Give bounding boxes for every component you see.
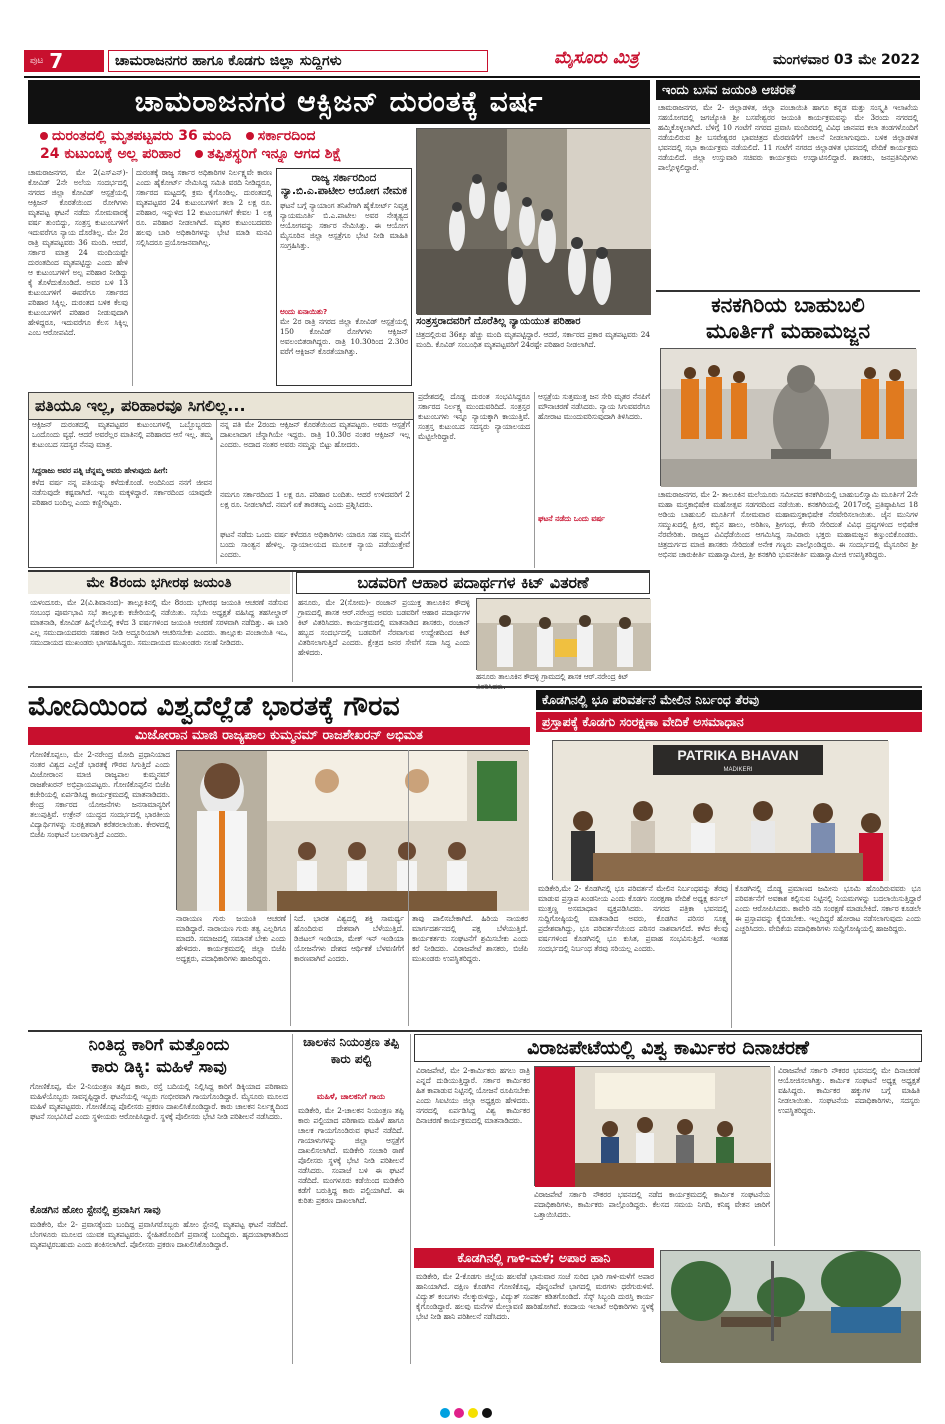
lead-deck-1a: ದುರಂತದಲ್ಲಿ ಮೃತಪಟ್ಟವರು 36 ಮಂದಿ <box>52 128 232 144</box>
kodagu-land-headline-2: ಪ್ರಸ್ತಾಪಕ್ಕೆ ಕೊಡಗು ಸಂರಕ್ಷಣಾ ವೇದಿಕೆ ಅಸಮಾಧಾನ <box>536 712 922 732</box>
print-color-marks <box>440 1408 520 1418</box>
driver-headline: ಚಾಲಕನ ನಿಯಂತ್ರಣ ತಪ್ಪಿ ಕಾರು ಪಲ್ಟಿ <box>303 1035 399 1066</box>
masthead-rule <box>24 76 920 78</box>
bahubali-body: ಚಾಮರಾಜನಗರ, ಮೇ 2- ತಾಲೂಕಿನ ಮಲೆಯೂರು ಸಮೀಪದ ಕನಕಗಿರಿಯಲ್ಲಿ ಬಾಹುಬಲಿಸ್ವಾಮಿ ಮೂರ್ತಿಗೆ 2ನೇ ಮಹಾ ಮಸ್ತಕಾಭಿಷೇಕ ಮಹೋತ್ಸವ ಸಡಗರದಿಂದ ನಡೆಯಿತು. ಕನಕಗಿರಿಯಲ್ಲಿ 2017ರಲ್ಲಿ ಪ್ರತಿಷ್ಠಾಪಿಸಿದ 18 ಅಡಿಯ ಬಾಹುಬಲಿ ಮೂರ್ತಿಗೆ ಸೋಮವಾರ ಮಹಾಮಸ್ತಕಾಭಿಷೇಕ ನೆರವೇರಿಸಲಾಯಿತು. ಜೈನ ಮುನಿಗಳ ಸಮ್ಮುಖದಲ್ಲಿ ಕ್ಷೀರ, ಕಬ್ಬಿನ ಹಾಲು, ಅರಿಶಿಣ, ಶ್ರೀಗಂಧ, ಕೇಸರಿ ಸೇರಿದಂತೆ ವಿವಿಧ ದ್ರವ್ಯಗಳಿಂದ ಅಭಿಷೇಕ ನೆರವೇರಿತು. ರಾಜ್ಯದ ವಿವಿಧೆಡೆಯಿಂದ ಆಗಮಿಸಿದ್ದ ಸಾವಿರಾರು ಭಕ್ತರು ಮಹಾಮಜ್ಜನ ಕಣ್ತುಂಬಿಕೊಂಡರು. ಚಿತ್ರದುರ್ಗದ ಮಾಜಿ ಶಾಸಕರು ಸೇರಿದಂತೆ ಅನೇಕ ಗಣ್ಯರು ಪಾಲ್ಗೊಂಡಿದ್ದರು. ಈ ಸಂದರ್ಭದಲ್ಲಿ ಮೈಸೂರಿನ ಶ್ರೀ ಅಭಿನವ ಚಾರುಕೀರ್ತಿ ಮಹಾಸ್ವಾಮೀಜಿ, ಶ್ರೀ ಕನಕಗಿರಿ ಭುವನಕೀರ್ತಿ ಮಹಾಸ್ವಾಮೀಜಿ ಉಪಸ್ಥಿತರಿದ್ದರು. <box>658 490 918 559</box>
lead-photo-caption-title: ಸಂತ್ರಸ್ತರಾದವರಿಗೆ ದೊರೆತಿಲ್ಲ ನ್ಯಾಯಯುತ ಪರಿಹಾರ <box>416 316 581 327</box>
bahubali-headline-2: ಮೂರ್ತಿಗೆ ಮಹಾಮಜ್ಜನ <box>705 319 870 343</box>
modi-subhead: ಮಿಜೋರಾನ ಮಾಜಿ ರಾಜ್ಯಪಾಲ ಕುಮ್ಮನಮ್ ರಾಜಶೇಖರನ್ ಅಭಿಮತ <box>28 727 530 745</box>
lead-deck-1b: ಸರ್ಕಾರದಿಂದ <box>257 128 316 144</box>
column-rule <box>410 1034 411 1364</box>
workers-day-body: ವಿರಾಜಪೇಟೆ, ಮೇ 2-ಕಾರ್ಮಿಕರು ಹಗಲು ರಾತ್ರಿ ಎನ್ನದೆ ದುಡಿಯುತ್ತಿದ್ದಾರೆ. ಸರ್ಕಾರ ಕಾರ್ಮಿಕರ ಹಿತ ಕಾಪಾಡುವ ನಿಟ್ಟಿನಲ್ಲಿ ಯೋಜನೆ ರೂಪಿಸಬೇಕು ಎಂದು ಸಿಐಟಿಯು ಜಿಲ್ಲಾ ಅಧ್ಯಕ್ಷರು ಹೇಳಿದರು. ನಗರದಲ್ಲಿ ಏರ್ಪಡಿಸಿದ್ದ ವಿಶ್ವ ಕಾರ್ಮಿಕರ ದಿನಾಚರಣೆ ಕಾರ್ಯಕ್ರಮದಲ್ಲಿ ಮಾತನಾಡಿದರು. <box>416 1066 530 1125</box>
car-dikki-headline <box>28 1034 290 1078</box>
page-number-box <box>24 50 104 72</box>
inquiry-body-2: ಮೇ 2ರ ರಾತ್ರಿ ನಗರದ ಜಿಲ್ಲಾ ಕೋವಿಡ್ ಆಸ್ಪತ್ರೆಯಲ್ಲಿ 150 ಕೋವಿಡ್ ರೋಗಿಗಳು ಆಕ್ಸಿಜನ್ ಅವಲಂಬಿತರಾಗಿದ್ದರು. ರಾತ್ರಿ 10.30ರಿಂದ 2.30ರ ವರೆಗೆ ಆಕ್ಸಿಜನ್ ಕೊರತೆಯಾಗಿತ್ತು. <box>280 317 408 356</box>
homestay-headline: ಕೊಡಗಿನ ಹೋಂ ಸ್ಟೇನಲ್ಲಿ ಪ್ರವಾಸಿಗ ಸಾವು <box>30 1205 161 1216</box>
car-dikki-body: ಗೋಣಿಕೊಪ್ಪ, ಮೇ 2-ನಿಯಂತ್ರಣ ತಪ್ಪಿದ ಕಾರು, ರಸ್ತೆ ಬದಿಯಲ್ಲಿ ನಿಲ್ಲಿಸಿದ್ದ ಕಾರಿಗೆ ಡಿಕ್ಕಿಯಾದ ಪರಿಣಾಮ ಮಹಿಳೆಯೊಬ್ಬರು ಸಾವನ್ನಪ್ಪಿದ್ದಾರೆ. ಘಟನೆಯಲ್ಲಿ ಇಬ್ಬರು ಗಂಭೀರವಾಗಿ ಗಾಯಗೊಂಡಿದ್ದಾರೆ. ಮೈಸೂರು ಮೂಲದ ಮಹಿಳೆ ಮೃತಪಟ್ಟವರು. ಗೋಣಿಕೊಪ್ಪ ಪೊಲೀಸರು ಪ್ರಕರಣ ದಾಖಲಿಸಿಕೊಂಡಿದ್ದಾರೆ. ಕಾರು ಚಾಲಕನ ನಿರ್ಲಕ್ಷ್ಯದಿಂದ ಘಟನೆ ಸಂಭವಿಸಿದೆ ಎಂದು ಸ್ಥಳೀಯರು ಆರೋಪಿಸಿದ್ದಾರೆ. ಸ್ಥಳಕ್ಕೆ ಪೊಲೀಸರು ಭೇಟಿ ನೀಡಿ ಪರಿಶೀಲನೆ ನಡೆಸಿದರು. <box>30 1082 288 1121</box>
lead-red-label: ಘಟನೆ ನಡೆದು ಒಂದು ವರ್ಷ <box>538 514 605 523</box>
no-husband-body-4: ನಮಗೂ ಸರ್ಕಾರದಿಂದ 1 ಲಕ್ಷ ರೂ. ಪರಿಹಾರ ಬಂದಿತು. ಆದರೆ ಉಳಿದವರಿಗೆ 2 ಲಕ್ಷ ರೂ. ನೀಡಲಾಗಿದೆ. ನಮಗೆ ಏಕೆ ತಾರತಮ್ಯ ಎಂದು ಪ್ರಶ್ನಿಸಿದರು. <box>220 490 410 509</box>
kodagu-land-banner-text: PATRIKA BHAVAN <box>677 747 799 763</box>
page-label: ಪುಟ <box>30 56 44 66</box>
workers-day-body-3: ವಿರಾಜಪೇಟೆ ಸರ್ಕಾರಿ ನೌಕರರ ಭವನದಲ್ಲಿ ಮೇ ದಿನಾಚರಣೆ ಆಯೋಜಿಸಲಾಗಿತ್ತು. ಕಾರ್ಮಿಕ ಸಂಘಟನೆ ಅಧ್ಯಕ್ಷ ಅಧ್ಯಕ್ಷತೆ ವಹಿಸಿದ್ದರು. ಕಾರ್ಮಿಕರ ಹಕ್ಕುಗಳ ಬಗ್ಗೆ ಮಾಹಿತಿ ನೀಡಲಾಯಿತು. ಸಂಘಟನೆಯ ಪದಾಧಿಕಾರಿಗಳು, ಸದಸ್ಯರು ಉಪಸ್ಥಿತರಿದ್ದರು. <box>778 1066 920 1115</box>
column-rule <box>292 1034 293 1364</box>
page-number: 7 <box>49 49 64 73</box>
section-rule <box>28 1030 922 1032</box>
column-rule <box>292 572 293 682</box>
modi-headline: ಮೋದಿಯಿಂದ ವಿಶ್ವದೆಲ್ಲೆಡೆ ಭಾರತಕ್ಕೆ ಗೌರವ <box>28 691 400 722</box>
no-husband-bold-lead: ಸಿದ್ದರಾಜು ಅವರ ಪತ್ನಿ ಚೆನ್ನಮ್ಮ ಅವರು ಹೇಳುವುದು ಹೀಗೆ: <box>32 466 168 475</box>
food-kit-headline: ಬಡವರಿಗೆ ಆಹಾರ ಪದಾರ್ಥಗಳ ಕಿಟ್ ವಿತರಣೆ <box>296 572 650 594</box>
bhagiratha-headline: ಮೇ 8ರಂದು ಭಗೀರಥ ಜಯಂತಿ <box>28 572 290 594</box>
kodagu-land-photo <box>552 740 888 880</box>
bahubali-headline-1: ಕನಕಗಿರಿಯ ಬಾಹುಬಲಿ <box>711 293 865 317</box>
lead-continued-1: ಪ್ರದೇಶದಲ್ಲಿ ದೊಡ್ಡ ದುರಂತ ಸಂಭವಿಸಿದ್ದರೂ ಸರ್ಕಾರದ ನಿರ್ಲಕ್ಷ್ಯ ಮುಂದುವರಿದಿದೆ. ಸಂತ್ರಸ್ತರ ಕುಟುಂಬಗಳು ಇನ್ನೂ ನ್ಯಾಯಕ್ಕಾಗಿ ಕಾಯುತ್ತಿವೆ. ಸಂತ್ರಸ್ತ ಕುಟುಂಬದ ಸದಸ್ಯರು ನ್ಯಾಯಾಲಯದ ಮೆಟ್ಟಿಲೇರಿದ್ದಾರೆ. <box>418 392 530 441</box>
rain-body: ಮಡಿಕೇರಿ, ಮೇ 2-ಕೊಡಗು ಜಿಲ್ಲೆಯ ಹಲವೆಡೆ ಭಾನುವಾರ ಸಂಜೆ ಸುರಿದ ಭಾರಿ ಗಾಳಿ-ಮಳೆಗೆ ಅಪಾರ ಹಾನಿಯಾಗಿದೆ. ದಕ್ಷಿಣ ಕೊಡಗಿನ ಗೋಣಿಕೊಪ್ಪ, ಪೊನ್ನಂಪೇಟೆ ಭಾಗದಲ್ಲಿ ಮರಗಳು ಧರೆಗುರುಳಿವೆ. ವಿದ್ಯುತ್ ಕಂಬಗಳು ನೆಲಕ್ಕುರುಳಿದ್ದು, ವಿದ್ಯುತ್ ಸಂಪರ್ಕ ಕಡಿತಗೊಂಡಿದೆ. ಸೆಸ್ಕ್ ಸಿಬ್ಬಂದಿ ದುರಸ್ತಿ ಕಾರ್ಯ ಕೈಗೊಂಡಿದ್ದಾರೆ. ಹಲವು ಮನೆಗಳ ಮೇಲ್ಛಾವಣಿ ಹಾರಿಹೋಗಿವೆ. ಕಂದಾಯ ಇಲಾಖೆ ಅಧಿಕಾರಿಗಳು ಸ್ಥಳಕ್ಕೆ ಭೇಟಿ ನೀಡಿ ಹಾನಿ ಪರಿಶೀಲನೆ ನಡೆಸಿದರು. <box>416 1272 654 1321</box>
paper-name: ಮೈಸೂರು ಮಿತ್ರ <box>554 48 639 68</box>
column-rule <box>216 420 217 564</box>
modi-body-2: ನಾರಾಯಣ ಗುರು ಜಯಂತಿ ಆಚರಣೆ ಮಾಡಿದ್ದಾರೆ. ನಾರಾಯಣ ಗುರು ತತ್ವ ಎಲ್ಲರಿಗೂ ಮಾದರಿ. ಸಮಾಜದಲ್ಲಿ ಸಮಾನತೆ ಬೇಕು ಎಂದು ಹೇಳಿದರು. ಕಾರ್ಯಕ್ರಮದಲ್ಲಿ ಜಿಲ್ಲಾ ಬಿಜೆಪಿ ಅಧ್ಯಕ್ಷರು, ಪದಾಧಿಕಾರಿಗಳು ಹಾಜರಿದ್ದರು. <box>176 914 286 963</box>
lead-continued-2: ಆಸ್ಪತ್ರೆಯ ಸುತ್ತಮುತ್ತ ಜನ ಸೇರಿ ಮೃತರ ನೆನಪಿಗೆ ಮೌನಾಚರಣೆ ನಡೆಸಿದರು. ನ್ಯಾಯ ಸಿಗುವವರೆಗೂ ಹೋರಾಟ ಮುಂದುವರಿಸುವುದಾಗಿ ತಿಳಿಸಿದರು. <box>538 392 650 421</box>
driver-red-label: ಮಹಿಳೆ, ಚಾಲಕನಿಗೆ ಗಾಯ <box>316 1092 386 1101</box>
kodagu-land-headline-1: ಕೊಡಗಿನಲ್ಲಿ ಭೂ ಪರಿವರ್ತನೆ ಮೇಲಿನ ನಿರ್ಬಂಧ ತೆರವು <box>536 690 922 710</box>
column-rule <box>132 168 133 386</box>
inquiry-body: ಘಟನೆ ಬಗ್ಗೆ ನ್ಯಾಯಾಂಗ ತನಿಖೆಗಾಗಿ ಹೈಕೋರ್ಟ್ ನಿವೃತ್ತ ನ್ಯಾಯಮೂರ್ತಿ ಬಿ.ಎ.ಪಾಟೀಲ ಅವರ ನೇತೃತ್ವದ ಆಯೋಗವನ್ನು ಸರ್ಕಾರ ನೇಮಿಸಿತ್ತು. ಈ ಆಯೋಗ ಮೈಸೂರಿನ ಜಿಲ್ಲಾ ಆಸ್ಪತ್ರೆಗೂ ಭೇಟಿ ನೀಡಿ ಮಾಹಿತಿ ಸಂಗ್ರಹಿಸಿತ್ತು. <box>280 201 408 250</box>
masthead <box>24 48 920 74</box>
homestay-body: ಮಡಿಕೇರಿ, ಮೇ 2- ಪ್ರವಾಸಕ್ಕೆಂದು ಬಂದಿದ್ದ ಪ್ರವಾಸಿಗರೊಬ್ಬರು ಹೋಂ ಸ್ಟೇನಲ್ಲಿ ಮೃತಪಟ್ಟ ಘಟನೆ ನಡೆದಿದೆ. ಬೆಂಗಳೂರು ಮೂಲದ ಯುವಕ ಮೃತಪಟ್ಟವರು. ಸ್ನೇಹಿತರೊಂದಿಗೆ ಪ್ರವಾಸಕ್ಕೆ ಬಂದಿದ್ದರು. ಹೃದಯಾಘಾತದಿಂದ ಮೃತಪಟ್ಟಿರಬಹುದು ಎಂದು ಶಂಕಿಸಲಾಗಿದೆ. ಪೊಲೀಸರು ಪ್ರಕರಣ ದಾಖಲಿಸಿಕೊಂಡಿದ್ದಾರೆ. <box>30 1220 288 1249</box>
modi-photo <box>176 750 528 910</box>
bahubali-headline <box>656 292 920 344</box>
no-husband-body-3: ನನ್ನ ಪತಿ ಮೇ 2ರಂದು ಆಕ್ಸಿಜನ್ ಕೊರತೆಯಿಂದ ಮೃತಪಟ್ಟರು. ಅವರು ಆಸ್ಪತ್ರೆಗೆ ದಾಖಲಾದಾಗ ಚೆನ್ನಾಗಿಯೇ ಇದ್ದರು. ರಾತ್ರಿ 10.30ರ ನಂತರ ಆಕ್ಸಿಜನ್ ಇಲ್ಲ ಎಂದರು. ಅದಾದ ನಂತರ ಅವರು ನಮ್ಮನ್ನು ಬಿಟ್ಟು ಹೋದರು. <box>220 420 410 449</box>
lead-body-col-1: ಚಾಮರಾಜನಗರ, ಮೇ 2(ಎಸ್‌ಎನ್)- ಕೋವಿಡ್ 2ನೇ ಅಲೆಯ ಸಂದರ್ಭದಲ್ಲಿ ನಗರದ ಜಿಲ್ಲಾ ಕೋವಿಡ್ ಆಸ್ಪತ್ರೆಯಲ್ಲಿ ಆಕ್ಸಿಜನ್ ಕೊರತೆಯಿಂದ ರೋಗಿಗಳು ಮೃತಪಟ್ಟ ಘಟನೆ ನಡೆದು ಸೋಮವಾರಕ್ಕೆ ವರ್ಷ ತುಂಬಿದ್ದು, ಸಂತ್ರಸ್ತ ಕುಟುಂಬಗಳಿಗೆ ಇದುವರೆಗೂ ನ್ಯಾಯ ದೊರೆತಿಲ್ಲ. ಮೇ 2ರ ರಾತ್ರಿ ಮೃತಪಟ್ಟವರು 36 ಮಂದಿ. ಆದರೆ, ಸರ್ಕಾರ ಮಾತ್ರ 24 ಮಂದಿಯಷ್ಟೇ ದುರಂತದಿಂದ ಮೃತಪಟ್ಟಿದ್ದು ಎಂದು ಹೇಳಿ ಆ ಕುಟುಂಬಗಳಿಗೆ ಅಲ್ಪ ಪರಿಹಾರ ನೀಡಿದ್ದು ಕೈ ತೊಳೆದುಕೊಂಡಿದೆ. ಅವರ ಬಳಿ 13 ಕುಟುಂಬಗಳಿಗೆ ಈವರೆಗೂ ಸರ್ಕಾರದ ಪರಿಹಾರ ಸಿಕ್ಕಿಲ್ಲ. ದುರಂತದ ಬಳಿಕ ಕೆಲವು ಕುಟುಂಬಗಳಿಗೆ ಪರಿಹಾರ ನೀಡುವುದಾಗಿ ಹೇಳಿದ್ದರೂ, ಇದುವರೆಗೂ ಕೆಲಸ ಸಿಕ್ಕಿಲ್ಲ ಎಂಬ ಆರೋಪವಿದೆ. <box>28 168 128 337</box>
workers-day-photo <box>534 1066 770 1186</box>
modi-body-4: ತಾವು ಪಾಲಿಸಬೇಕಾಗಿದೆ. ಹಿರಿಯ ನಾಯಕರ ಮಾರ್ಗದರ್ಶನದಲ್ಲಿ ಪಕ್ಷ ಬೆಳೆಯುತ್ತಿದೆ. ಕಾರ್ಯಕರ್ತರು ಸಂಘಟನೆಗೆ ಶ್ರಮಿಸಬೇಕು ಎಂದು ಕರೆ ನೀಡಿದರು. ವಿರಾಜಪೇಟೆ ಶಾಸಕರು, ಬಿಜೆಪಿ ಮುಖಂಡರು ಉಪಸ್ಥಿತರಿದ್ದರು. <box>412 914 528 963</box>
kodagu-land-body-2: ಕೊಡಗಿನಲ್ಲಿ ದೊಡ್ಡ ಪ್ರಮಾಣದ ಜಮೀನು ಭೂಮಿ ಹೊಂದಿರುವವರು ಭೂ ಪರಿವರ್ತನೆಗೆ ಅವಕಾಶ ಕಲ್ಪಿಸುವ ನಿಟ್ಟಿನಲ್ಲಿ ನಿಯಮಗಳನ್ನು ಬದಲಾಯಿಸುತ್ತಿದ್ದಾರೆ ಎಂದು ಆರೋಪಿಸಿದರು. ಕಾವೇರಿ ನದಿ ಸಂರಕ್ಷಣೆ ಮಾಡಬೇಕಿದೆ. ಸರ್ಕಾರ ಕೂಡಲೇ ಈ ಪ್ರಸ್ತಾಪವನ್ನು ಕೈಬಿಡಬೇಕು. ಇಲ್ಲದಿದ್ದರೆ ಹೋರಾಟ ನಡೆಸಲಾಗುವುದು ಎಂದು ಎಚ್ಚರಿಸಿದರು. ವೇದಿಕೆಯ ಪದಾಧಿಕಾರಿಗಳು ಸುದ್ದಿಗೋಷ್ಠಿಯಲ್ಲಿ ಹಾಜರಿದ್ದರು. <box>735 884 921 933</box>
workers-day-body-2: ವಿರಾಜಪೇಟೆ ಸರ್ಕಾರಿ ನೌಕರರ ಭವನದಲ್ಲಿ ನಡೆದ ಕಾರ್ಯಕ್ರಮದಲ್ಲಿ ಕಾರ್ಮಿಕ ಸಂಘಟನೆಯ ಪದಾಧಿಕಾರಿಗಳು, ಕಾರ್ಮಿಕರು ಪಾಲ್ಗೊಂಡಿದ್ದರು. ಕೆಲಸದ ಸಮಯ ನಿಗದಿ, ಕನಿಷ್ಠ ವೇತನ ಜಾರಿಗೆ ಒತ್ತಾಯಿಸಿದರು. <box>534 1190 770 1219</box>
rain-photo <box>660 1250 920 1362</box>
workers-day-headline: ವಿರಾಜಪೇಟೆಯಲ್ಲಿ ವಿಶ್ವ ಕಾರ್ಮಿಕರ ದಿನಾಚರಣೆ <box>414 1034 922 1062</box>
column-rule <box>408 750 409 1026</box>
lead-headline: ಚಾಮರಾಜನಗರ ಆಕ್ಸಿಜನ್ ದುರಂತಕ್ಕೆ ವರ್ಷ <box>28 80 650 124</box>
modi-body: ಗೋಣಿಕೊಪ್ಪಲು, ಮೇ 2-ನರೇಂದ್ರ ಮೋದಿ ಪ್ರಧಾನಿಯಾದ ನಂತರ ವಿಶ್ವದ ಎಲ್ಲೆಡೆ ಭಾರತಕ್ಕೆ ಗೌರವ ಸಿಗುತ್ತಿದೆ ಎಂದು ಮಿಜೋರಾಂನ ಮಾಜಿ ರಾಜ್ಯಪಾಲ ಕುಮ್ಮನಮ್ ರಾಜಶೇಖರನ್ ಅಭಿಪ್ರಾಯಪಟ್ಟರು. ಗೋಣಿಕೊಪ್ಪಲಿನ ಬಿಜೆಪಿ ಕಚೇರಿಯಲ್ಲಿ ಏರ್ಪಡಿಸಿದ್ದ ಕಾರ್ಯಕ್ರಮದಲ್ಲಿ ಮಾತನಾಡಿದರು. ಕೇಂದ್ರ ಸರ್ಕಾರದ ಯೋಜನೆಗಳು ಜನಸಾಮಾನ್ಯರಿಗೆ ತಲುಪುತ್ತಿವೆ. ಉಕ್ರೇನ್ ಯುದ್ಧದ ಸಂದರ್ಭದಲ್ಲಿ ಭಾರತೀಯ ವಿದ್ಯಾರ್ಥಿಗಳನ್ನು ಸುರಕ್ಷಿತವಾಗಿ ಕರೆತರಲಾಯಿತು. ಕೇರಳದಲ್ಲಿ ಬಿಜೆಪಿ ಸಂಘಟನೆ ಬಲವಾಗುತ್ತಿದೆ ಎಂದರು. <box>30 750 170 839</box>
column-rule <box>534 392 535 568</box>
basava-headline: ಇಂದು ಬಸವ ಜಯಂತಿ ಆಚರಣೆ <box>656 80 920 100</box>
food-kit-photo <box>476 598 650 670</box>
column-rule <box>731 884 732 1028</box>
lead-photo-caption-body: ಚಿತ್ರದಲ್ಲಿರುವ 36ಕ್ಕೂ ಹೆಚ್ಚು ಮಂದಿ ಮೃತಪಟ್ಟಿದ್ದಾರೆ. ಆದರೆ, ಸರ್ಕಾರದ ಪ್ರಕಾರ ಮೃತಪಟ್ಟವರು 24 ಮಂದಿ. ಕೊವಿಡ್ ಸಂಬಂಧಿತ ಮೃತಪಟ್ಟವರಿಗೆ 24ರಷ್ಟೇ ಪರಿಹಾರ ನೀಡಲಾಗಿದೆ. <box>416 330 650 349</box>
food-kit-body: ಹನೂರು, ಮೇ 2(ಸೋಮ)- ರಂಜಾನ್ ಪ್ರಯುಕ್ತ ತಾಲೂಕಿನ ಕೌದಳ್ಳಿ ಗ್ರಾಮದಲ್ಲಿ ಶಾಸಕ ಆರ್.ನರೇಂದ್ರ ಅವರು ಬಡವರಿಗೆ ಆಹಾರ ಪದಾರ್ಥಗಳ ಕಿಟ್ ವಿತರಿಸಿದರು. ಕಾರ್ಯಕ್ರಮದಲ್ಲಿ ಮಾತನಾಡಿದ ಶಾಸಕರು, ರಂಜಾನ್ ಹಬ್ಬದ ಸಂದರ್ಭದಲ್ಲಿ ಬಡವರಿಗೆ ನೆರವಾಗುವ ಉದ್ದೇಶದಿಂದ ಕಿಟ್ ವಿತರಿಸಲಾಗುತ್ತಿದೆ ಎಂದರು. ಕ್ಷೇತ್ರದ ಜನರ ಸೇವೆಗೆ ಸದಾ ಸಿದ್ಧ ಎಂದು ಹೇಳಿದರು. <box>298 598 470 657</box>
lead-deck-2a: 24 ಕುಟುಂಬಕ್ಕೆ ಅಲ್ಲ ಪರಿಹಾರ <box>40 146 181 162</box>
car-dikki-headline-2: ಕಾರು ಡಿಕ್ಕಿ: ಮಹಿಳೆ ಸಾವು <box>91 1057 227 1076</box>
section-title: ಚಾಮರಾಜನಗರ ಹಾಗೂ ಕೊಡಗು ಜಿಲ್ಲಾ ಸುದ್ದಿಗಳು <box>108 50 488 72</box>
inquiry-box <box>276 168 412 386</box>
no-husband-headline: ಪತಿಯೂ ಇಲ್ಲ, ಪರಿಹಾರವೂ ಸಿಗಲಿಲ್ಲ... <box>29 393 413 420</box>
bahubali-photo <box>660 348 916 486</box>
section-rule <box>28 686 922 688</box>
kodagu-land-banner-sub: MADIKERI <box>723 767 753 773</box>
lead-deck-2b: ತಪ್ಪಿತಸ್ಥರಿಗೆ ಇನ್ನೂ ಆಗದ ಶಿಕ್ಷೆ <box>207 146 342 162</box>
column-rule <box>774 1066 775 1246</box>
lead-photo-hospital <box>416 128 650 314</box>
bhagiratha-body: ಯಳಂದೂರು, ಮೇ 2(ವಿ.ಶಿವಾನಂದ)- ತಾಲ್ಲೂಕಿನಲ್ಲಿ ಮೇ 8ರಂದು ಭಗೀರಥ ಜಯಂತಿ ಆಚರಣೆ ನಡೆಸುವ ಸಂಬಂಧ ಪೂರ್ವಭಾವಿ ಸಭೆ ತಾಲ್ಲೂಕು ಕಚೇರಿಯಲ್ಲಿ ನಡೆಯಿತು. ಸಭೆಯ ಅಧ್ಯಕ್ಷತೆ ವಹಿಸಿದ್ದ ತಹಸೀಲ್ದಾರ್ ಮಾತನಾಡಿ, ಕೋವಿಡ್ ಹಿನ್ನೆಲೆಯಲ್ಲಿ ಕಳೆದ 3 ವರ್ಷಗಳಿಂದ ಜಯಂತಿ ಆಚರಣೆ ಸರಳವಾಗಿ ನಡೆದಿತ್ತು. ಈ ಬಾರಿ ಎಲ್ಲ ಸಮುದಾಯದವರು ಸಹಕಾರ ನೀಡಿ ಅದ್ದೂರಿಯಾಗಿ ಆಚರಿಸಬೇಕು ಎಂದರು. ತಾಲ್ಲೂಕು ಪಂಚಾಯಿತಿ ಇಒ, ಸಮುದಾಯದ ಮುಖಂಡರು ಭಾಗವಹಿಸಿದ್ದರು. ಸಮುದಾಯದ ಮುಖಂಡರು ಸಲಹೆ ನೀಡಿದರು. <box>30 598 288 647</box>
inquiry-title: ರಾಜ್ಯ ಸರ್ಕಾರದಿಂದ ನ್ಯಾ.ಬಿ.ಎ.ಪಾಟೀಲ ಆಯೋಗ ನೇಮಕ <box>281 172 407 197</box>
car-dikki-headline-1: ನಿಂತಿದ್ದ ಕಾರಿಗೆ ಮತ್ತೊಂದು <box>88 1035 230 1054</box>
lead-body-col-2: ದುರಂತಕ್ಕೆ ರಾಜ್ಯ ಸರ್ಕಾರ ಅಧಿಕಾರಿಗಳ ನಿರ್ಲಕ್ಷ್ಯವೇ ಕಾರಣ ಎಂದು ಹೈಕೋರ್ಟ್ ನೇಮಿಸಿದ್ದ ಸಮಿತಿ ವರದಿ ನೀಡಿದ್ದರೂ, ಸರ್ಕಾರದ ಮಟ್ಟದಲ್ಲಿ ಕ್ರಮ ಕೈಗೊಂಡಿಲ್ಲ. ದುರಂತದಲ್ಲಿ ಮೃತಪಟ್ಟವರ 24 ಕುಟುಂಬಗಳಿಗೆ ತಲಾ 2 ಲಕ್ಷ ರೂ. ಪರಿಹಾರ, ಇನ್ನುಳಿದ 12 ಕುಟುಂಬಗಳಿಗೆ ಕೇವಲ 1 ಲಕ್ಷ ರೂ. ಪರಿಹಾರ ನೀಡಲಾಗಿದೆ. ಮೃತರ ಕುಟುಂಬದವರು ಹಲವು ಬಾರಿ ಅಧಿಕಾರಿಗಳನ್ನು ಭೇಟಿ ಮಾಡಿ ಮನವಿ ಸಲ್ಲಿಸಿದರೂ ಪ್ರಯೋಜನವಾಗಿಲ್ಲ. <box>136 168 272 247</box>
rain-headline: ಕೊಡಗಿನಲ್ಲಿ ಗಾಳಿ-ಮಳೆ; ಅಪಾರ ಹಾನಿ <box>414 1248 654 1268</box>
modi-body-3: ನಿದೆ. ಭಾರತ ವಿಶ್ವದಲ್ಲಿ ಶಕ್ತಿ ಸಾಮರ್ಥ್ಯ ಹೊಂದಿರುವ ದೇಶವಾಗಿ ಬೆಳೆಯುತ್ತಿದೆ. ಡಿಜಿಟಲ್ ಇಂಡಿಯಾ, ಮೇಕ್ ಇನ್ ಇಂಡಿಯಾ ಯೋಜನೆಗಳು ದೇಶದ ಆರ್ಥಿಕತೆ ಬೆಳವಣಿಗೆಗೆ ಕಾರಣವಾಗಿವೆ ಎಂದರು. <box>294 914 404 963</box>
issue-date: ಮಂಗಳವಾರ 03 ಮೇ 2022 <box>772 52 920 68</box>
driver-body: ಮಡಿಕೇರಿ, ಮೇ 2-ಚಾಲಕನ ನಿಯಂತ್ರಣ ತಪ್ಪಿ ಕಾರು ಪಲ್ಟಿಯಾದ ಪರಿಣಾಮ ಮಹಿಳೆ ಹಾಗೂ ಚಾಲಕ ಗಾಯಗೊಂಡಿರುವ ಘಟನೆ ನಡೆದಿದೆ. ಗಾಯಾಳುಗಳನ್ನು ಜಿಲ್ಲಾ ಆಸ್ಪತ್ರೆಗೆ ದಾಖಲಿಸಲಾಗಿದೆ. ಮಡಿಕೇರಿ ಸಂಚಾರಿ ಠಾಣೆ ಪೊಲೀಸರು ಸ್ಥಳಕ್ಕೆ ಭೇಟಿ ನೀಡಿ ಪರಿಶೀಲನೆ ನಡೆಸಿದರು. ಸಂಪಾಜೆ ಬಳಿ ಈ ಘಟನೆ ನಡೆದಿದೆ. ಮಂಗಳೂರು ಕಡೆಯಿಂದ ಮಡಿಕೇರಿ ಕಡೆಗೆ ಬರುತ್ತಿದ್ದ ಕಾರು ಪಲ್ಟಿಯಾಗಿದೆ. ಈ ಕುರಿತು ಪ್ರಕರಣ ದಾಖಲಾಗಿದೆ. <box>298 1106 404 1205</box>
no-husband-intro: ಆಕ್ಸಿಜನ್ ದುರಂತದಲ್ಲಿ ಮೃತಪಟ್ಟವರ ಕುಟುಂಬಗಳಲ್ಲಿ ಒಬ್ಬೊಬ್ಬರದು ಒಂದೊಂದು ವ್ಯಥೆ. ಆದರೆ ಅವರೆಲ್ಲರ ಮಾತಿನಲ್ಲಿ ಪರಿಹಾರದ ಆಸೆ ಇಲ್ಲ. ತಮ್ಮ ಕುಟುಂಬದ ಸದಸ್ಯರ ನೆನಪು ಮಾತ್ರ. <box>32 420 212 449</box>
no-husband-body-5: ಘಟನೆ ನಡೆದು ಒಂದು ವರ್ಷ ಕಳೆದರೂ ಅಧಿಕಾರಿಗಳು ಯಾರೂ ಸಹ ನಮ್ಮ ಮನೆಗೆ ಬಂದು ಸಾಂತ್ವನ ಹೇಳಿಲ್ಲ. ನ್ಯಾಯಾಲಯದ ಮೂಲಕ ನ್ಯಾಯ ಪಡೆಯುತ್ತೇವೆ ಎಂದರು. <box>220 530 410 559</box>
kodagu-land-body: ಮಡಿಕೇರಿ,ಮೇ 2- ಕೊಡಗಿನಲ್ಲಿ ಭೂ ಪರಿವರ್ತನೆ ಮೇಲಿನ ನಿರ್ಬಂಧವನ್ನು ತೆರವು ಮಾಡುವ ಪ್ರಸ್ತಾಪ ಖಂಡನೀಯ ಎಂದು ಕೊಡಗು ಸಂರಕ್ಷಣಾ ವೇದಿಕೆ ಅಧ್ಯಕ್ಷ ಕರ್ನಲ್ ಮುತ್ತಣ್ಣ ಅಸಮಾಧಾನ ವ್ಯಕ್ತಪಡಿಸಿದರು. ನಗರದ ಪತ್ರಿಕಾ ಭವನದಲ್ಲಿ ಸುದ್ದಿಗೋಷ್ಠಿಯಲ್ಲಿ ಮಾತನಾಡಿದ ಅವರು, ಕೊಡಗಿನ ಪರಿಸರ ಸೂಕ್ಷ್ಮ ಪ್ರದೇಶವಾಗಿದ್ದು, ಭೂ ಪರಿವರ್ತನೆಯಿಂದ ಪರಿಸರ ನಾಶವಾಗಲಿದೆ. ಕಳೆದ ಕೆಲವು ವರ್ಷಗಳಿಂದ ಕೊಡಗಿನಲ್ಲಿ ಭೂ ಕುಸಿತ, ಪ್ರವಾಹ ಸಂಭವಿಸುತ್ತಿದೆ. ಇಂತಹ ಸಂದರ್ಭದಲ್ಲಿ ನಿರ್ಬಂಧ ತೆರವು ಸರಿಯಲ್ಲ ಎಂದರು. <box>538 884 728 953</box>
column-rule <box>290 914 291 1026</box>
basava-body: ಚಾಮರಾಜನಗರ, ಮೇ 2- ಜಿಲ್ಲಾಡಳಿತ, ಜಿಲ್ಲಾ ಪಂಚಾಯಿತಿ ಹಾಗೂ ಕನ್ನಡ ಮತ್ತು ಸಂಸ್ಕೃತಿ ಇಲಾಖೆಯ ಸಹಯೋಗದಲ್ಲಿ ಜಗಜ್ಯೋತಿ ಶ್ರೀ ಬಸವೇಶ್ವರರ ಜಯಂತಿ ಕಾರ್ಯಕ್ರಮವನ್ನು ಮೇ 3ರಂದು ನಗರದಲ್ಲಿ ಹಮ್ಮಿಕೊಳ್ಳಲಾಗಿದೆ. ಬೆಳಿಗ್ಗೆ 10 ಗಂಟೆಗೆ ನಗರದ ಪ್ರವಾಸಿ ಮಂದಿರದಲ್ಲಿ ವಿವಿಧ ಜಾನಪದ ಕಲಾ ತಂಡಗಳೊಂದಿಗೆ ನಡೆಯಲಿರುವ ಶ್ರೀ ಬಸವೇಶ್ವರರ ಭಾವಚಿತ್ರದ ಮೆರವಣಿಗೆಗೆ ಚಾಲನೆ ನೀಡಲಾಗುವುದು. ಬಳಿಕ ಜಿಲ್ಲಾಡಳಿತ ಭವನದಲ್ಲಿ ಸಭಾ ಕಾರ್ಯಕ್ರಮ ನಡೆಯಲಿದೆ. 11 ಗಂಟೆಗೆ ನಗರದ ಜಿಲ್ಲಾಡಳಿತ ಭವನದಲ್ಲಿ ವೇದಿಕೆ ಕಾರ್ಯಕ್ರಮ ನಡೆಯಲಿದೆ. ಜಿಲ್ಲಾ ಉಸ್ತುವಾರಿ ಸಚಿವರು ಕಾರ್ಯಕ್ರಮ ಉದ್ಘಾಟಿಸಲಿದ್ದಾರೆ. ಶಾಸಕರು, ಜನಪ್ರತಿನಿಧಿಗಳು ಪಾಲ್ಗೊಳ್ಳಲಿದ್ದಾರೆ. <box>658 103 918 172</box>
inquiry-red-label: ಅಂದು ಏನಾಯಿತು? <box>280 307 328 316</box>
food-kit-caption: ಹನೂರು ತಾಲೂಕಿನ ಕೌದಳ್ಳಿ ಗ್ರಾಮದಲ್ಲಿ ಶಾಸಕ ಆರ್.ನರೇಂದ್ರ ಕಿಟ್ <box>476 672 629 681</box>
no-husband-body-2: ಕಳೆದ ವರ್ಷ ನನ್ನ ಪತಿಯನ್ನು ಕಳೆದುಕೊಂಡೆ. ಅಂದಿನಿಂದ ನನಗೆ ಜೀವನ ನಡೆಸುವುದೇ ಕಷ್ಟವಾಗಿದೆ. ಇಬ್ಬರು ಮಕ್ಕಳಿದ್ದಾರೆ. ಸರ್ಕಾರದಿಂದ ಯಾವುದೇ ಪರಿಹಾರ ಬಂದಿಲ್ಲ ಎಂದು ಕಣ್ಣೀರಿಟ್ಟರು. <box>32 478 212 507</box>
